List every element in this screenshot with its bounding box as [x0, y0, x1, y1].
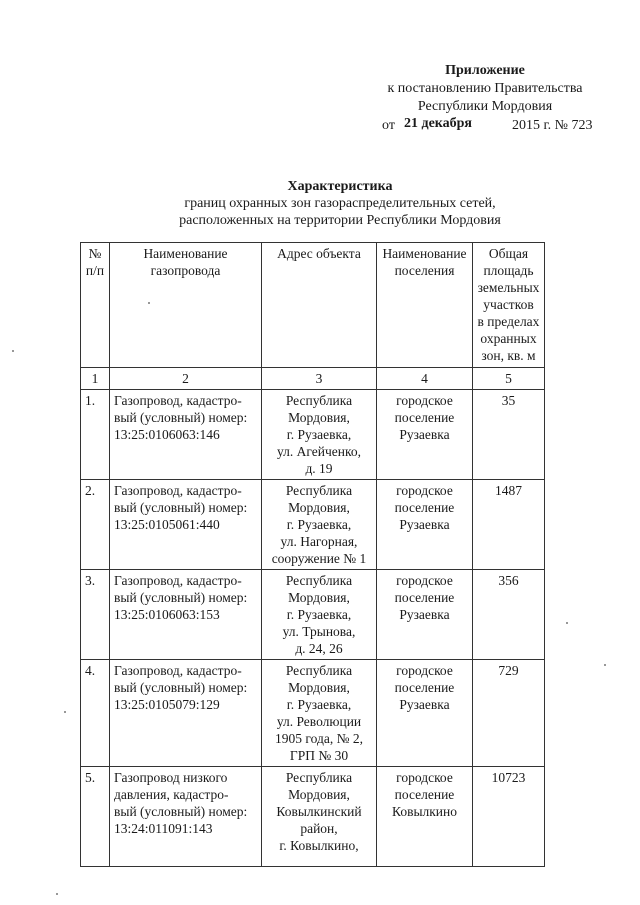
cell-line: Газопровод, кадастро- [114, 483, 242, 498]
cell-line: 13:25:0106063:153 [114, 607, 220, 622]
cell-line: ул. Нагорная, [280, 534, 358, 549]
appendix-heading: Приложение [445, 63, 525, 78]
cell-line: ул. Революции [276, 714, 362, 729]
table-row [81, 660, 545, 767]
date-rest: 2015 г. № 723 [512, 118, 593, 133]
table-header-row [81, 243, 545, 368]
cell-line: Рузаевка [399, 607, 450, 622]
cell-line: сооружение № 1 [271, 551, 367, 566]
cell-line: зон, кв. м [481, 348, 536, 363]
row-number: 4. [81, 660, 110, 767]
column-number-row [81, 368, 545, 390]
column-number: 2 [110, 368, 262, 390]
object-address [262, 390, 377, 480]
cell-line: район, [300, 821, 338, 836]
cell-line: площадь [483, 263, 534, 278]
table-row [81, 767, 545, 867]
cell-line: Общая [488, 246, 529, 261]
cell-line: давления, кадастро- [114, 787, 229, 802]
header-address [262, 243, 377, 368]
area-value: 729 [473, 660, 545, 767]
cell-line: Адрес объекта [277, 246, 361, 261]
area-value: 35 [473, 390, 545, 480]
cell-line: 13:25:0105061:440 [114, 517, 220, 532]
header-num [81, 243, 110, 368]
pipeline-name [110, 660, 262, 767]
title-line-1: границ охранных зон газораспределительных сетей, [184, 196, 496, 211]
pipeline-name [110, 390, 262, 480]
cell-line: Мордовия, [288, 680, 350, 695]
decree-date-line [382, 116, 593, 135]
area-value: 356 [473, 570, 545, 660]
cell-line: вый (условный) номер: [114, 680, 248, 695]
cell-line: 1905 года, № 2, [275, 731, 363, 746]
cell-line: Газопровод, кадастро- [114, 393, 242, 408]
cell-line: вый (условный) номер: [114, 500, 248, 515]
cell-line: Республика [285, 573, 353, 588]
cell-line: г. Рузаевка, [286, 697, 352, 712]
cell-line: городское [396, 483, 453, 498]
cell-line: поселение [394, 500, 455, 515]
column-number: 5 [473, 368, 545, 390]
cell-line: земельных [477, 280, 540, 295]
cell-line: поселения [394, 263, 455, 278]
area-value: 10723 [473, 767, 545, 867]
column-number: 3 [262, 368, 377, 390]
cell-line: Республика [285, 483, 353, 498]
cell-line: Газопровод, кадастро- [114, 663, 242, 678]
settlement-name [377, 390, 473, 480]
cell-line: в пределах [477, 314, 540, 329]
title-line-2: расположенных на территории Республики Мордовия [179, 213, 501, 228]
object-address [262, 570, 377, 660]
cell-line: городское [396, 663, 453, 678]
cell-line: вый (условный) номер: [114, 410, 248, 425]
table-row [81, 570, 545, 660]
date-prefix: от [382, 118, 395, 133]
cell-line: Наименование [143, 246, 228, 261]
appendix-line-2: Республики Мордовия [417, 99, 553, 114]
appendix-block [360, 62, 610, 116]
cell-line: участков [483, 297, 534, 312]
cell-line: Ковылкинский [276, 804, 362, 819]
table-row [81, 480, 545, 570]
cell-line: 13:24:011091:143 [114, 821, 213, 836]
cell-line: 13:25:0106063:146 [114, 427, 220, 442]
cell-line: ул. Трынова, [282, 624, 356, 639]
row-number: 2. [81, 480, 110, 570]
cell-line: Республика [285, 770, 353, 785]
cell-line: Газопровод низкого [114, 770, 228, 785]
area-value: 1487 [473, 480, 545, 570]
cell-line: Ковылкино [391, 804, 458, 819]
cell-line: ул. Агейченко, [277, 444, 361, 459]
cell-line: Мордовия, [288, 410, 350, 425]
cell-line: № [88, 246, 102, 261]
cell-line: Газопровод, кадастро- [114, 573, 242, 588]
cell-line: газопровода [150, 263, 221, 278]
settlement-name [377, 660, 473, 767]
cell-line: Рузаевка [399, 427, 450, 442]
appendix-line-1: к постановлению Правительства [387, 81, 583, 96]
header-area [473, 243, 545, 368]
document-title [100, 178, 580, 229]
object-address [262, 767, 377, 867]
cell-line: Республика [285, 393, 353, 408]
header-settlement [377, 243, 473, 368]
settlement-name [377, 570, 473, 660]
cell-line: городское [396, 770, 453, 785]
cell-line: г. Рузаевка, [286, 427, 352, 442]
pipeline-name [110, 767, 262, 867]
column-number: 4 [377, 368, 473, 390]
cell-line: вый (условный) номер: [114, 804, 248, 819]
title-heading: Характеристика [287, 179, 393, 194]
cell-line: Республика [285, 663, 353, 678]
cell-line: 13:25:0105079:129 [114, 697, 220, 712]
zones-table [80, 242, 545, 867]
cell-line: городское [396, 573, 453, 588]
row-number: 5. [81, 767, 110, 867]
cell-line: Рузаевка [399, 697, 450, 712]
cell-line: д. 19 [305, 461, 333, 476]
cell-line: поселение [394, 680, 455, 695]
cell-line: г. Ковылкино, [279, 838, 359, 853]
cell-line: Мордовия, [288, 787, 350, 802]
pipeline-name [110, 570, 262, 660]
cell-line: охранных [480, 331, 537, 346]
header-name [110, 243, 262, 368]
date-handwritten: 21 декабря [404, 116, 473, 131]
object-address [262, 660, 377, 767]
column-number: 1 [81, 368, 110, 390]
cell-line: ГРП № 30 [289, 748, 349, 763]
cell-line: городское [396, 393, 453, 408]
cell-line: п/п [85, 263, 105, 278]
cell-line: Мордовия, [288, 590, 350, 605]
cell-line: г. Рузаевка, [286, 607, 352, 622]
cell-line: поселение [394, 787, 455, 802]
table-row [81, 390, 545, 480]
cell-line: вый (условный) номер: [114, 590, 248, 605]
settlement-name [377, 767, 473, 867]
cell-line: Рузаевка [399, 517, 450, 532]
cell-line: г. Рузаевка, [286, 517, 352, 532]
settlement-name [377, 480, 473, 570]
cell-line: Наименование [382, 246, 467, 261]
row-number: 3. [81, 570, 110, 660]
row-number: 1. [81, 390, 110, 480]
cell-line: д. 24, 26 [295, 641, 343, 656]
cell-line: Мордовия, [288, 500, 350, 515]
cell-line: поселение [394, 590, 455, 605]
cell-line: поселение [394, 410, 455, 425]
object-address [262, 480, 377, 570]
pipeline-name [110, 480, 262, 570]
